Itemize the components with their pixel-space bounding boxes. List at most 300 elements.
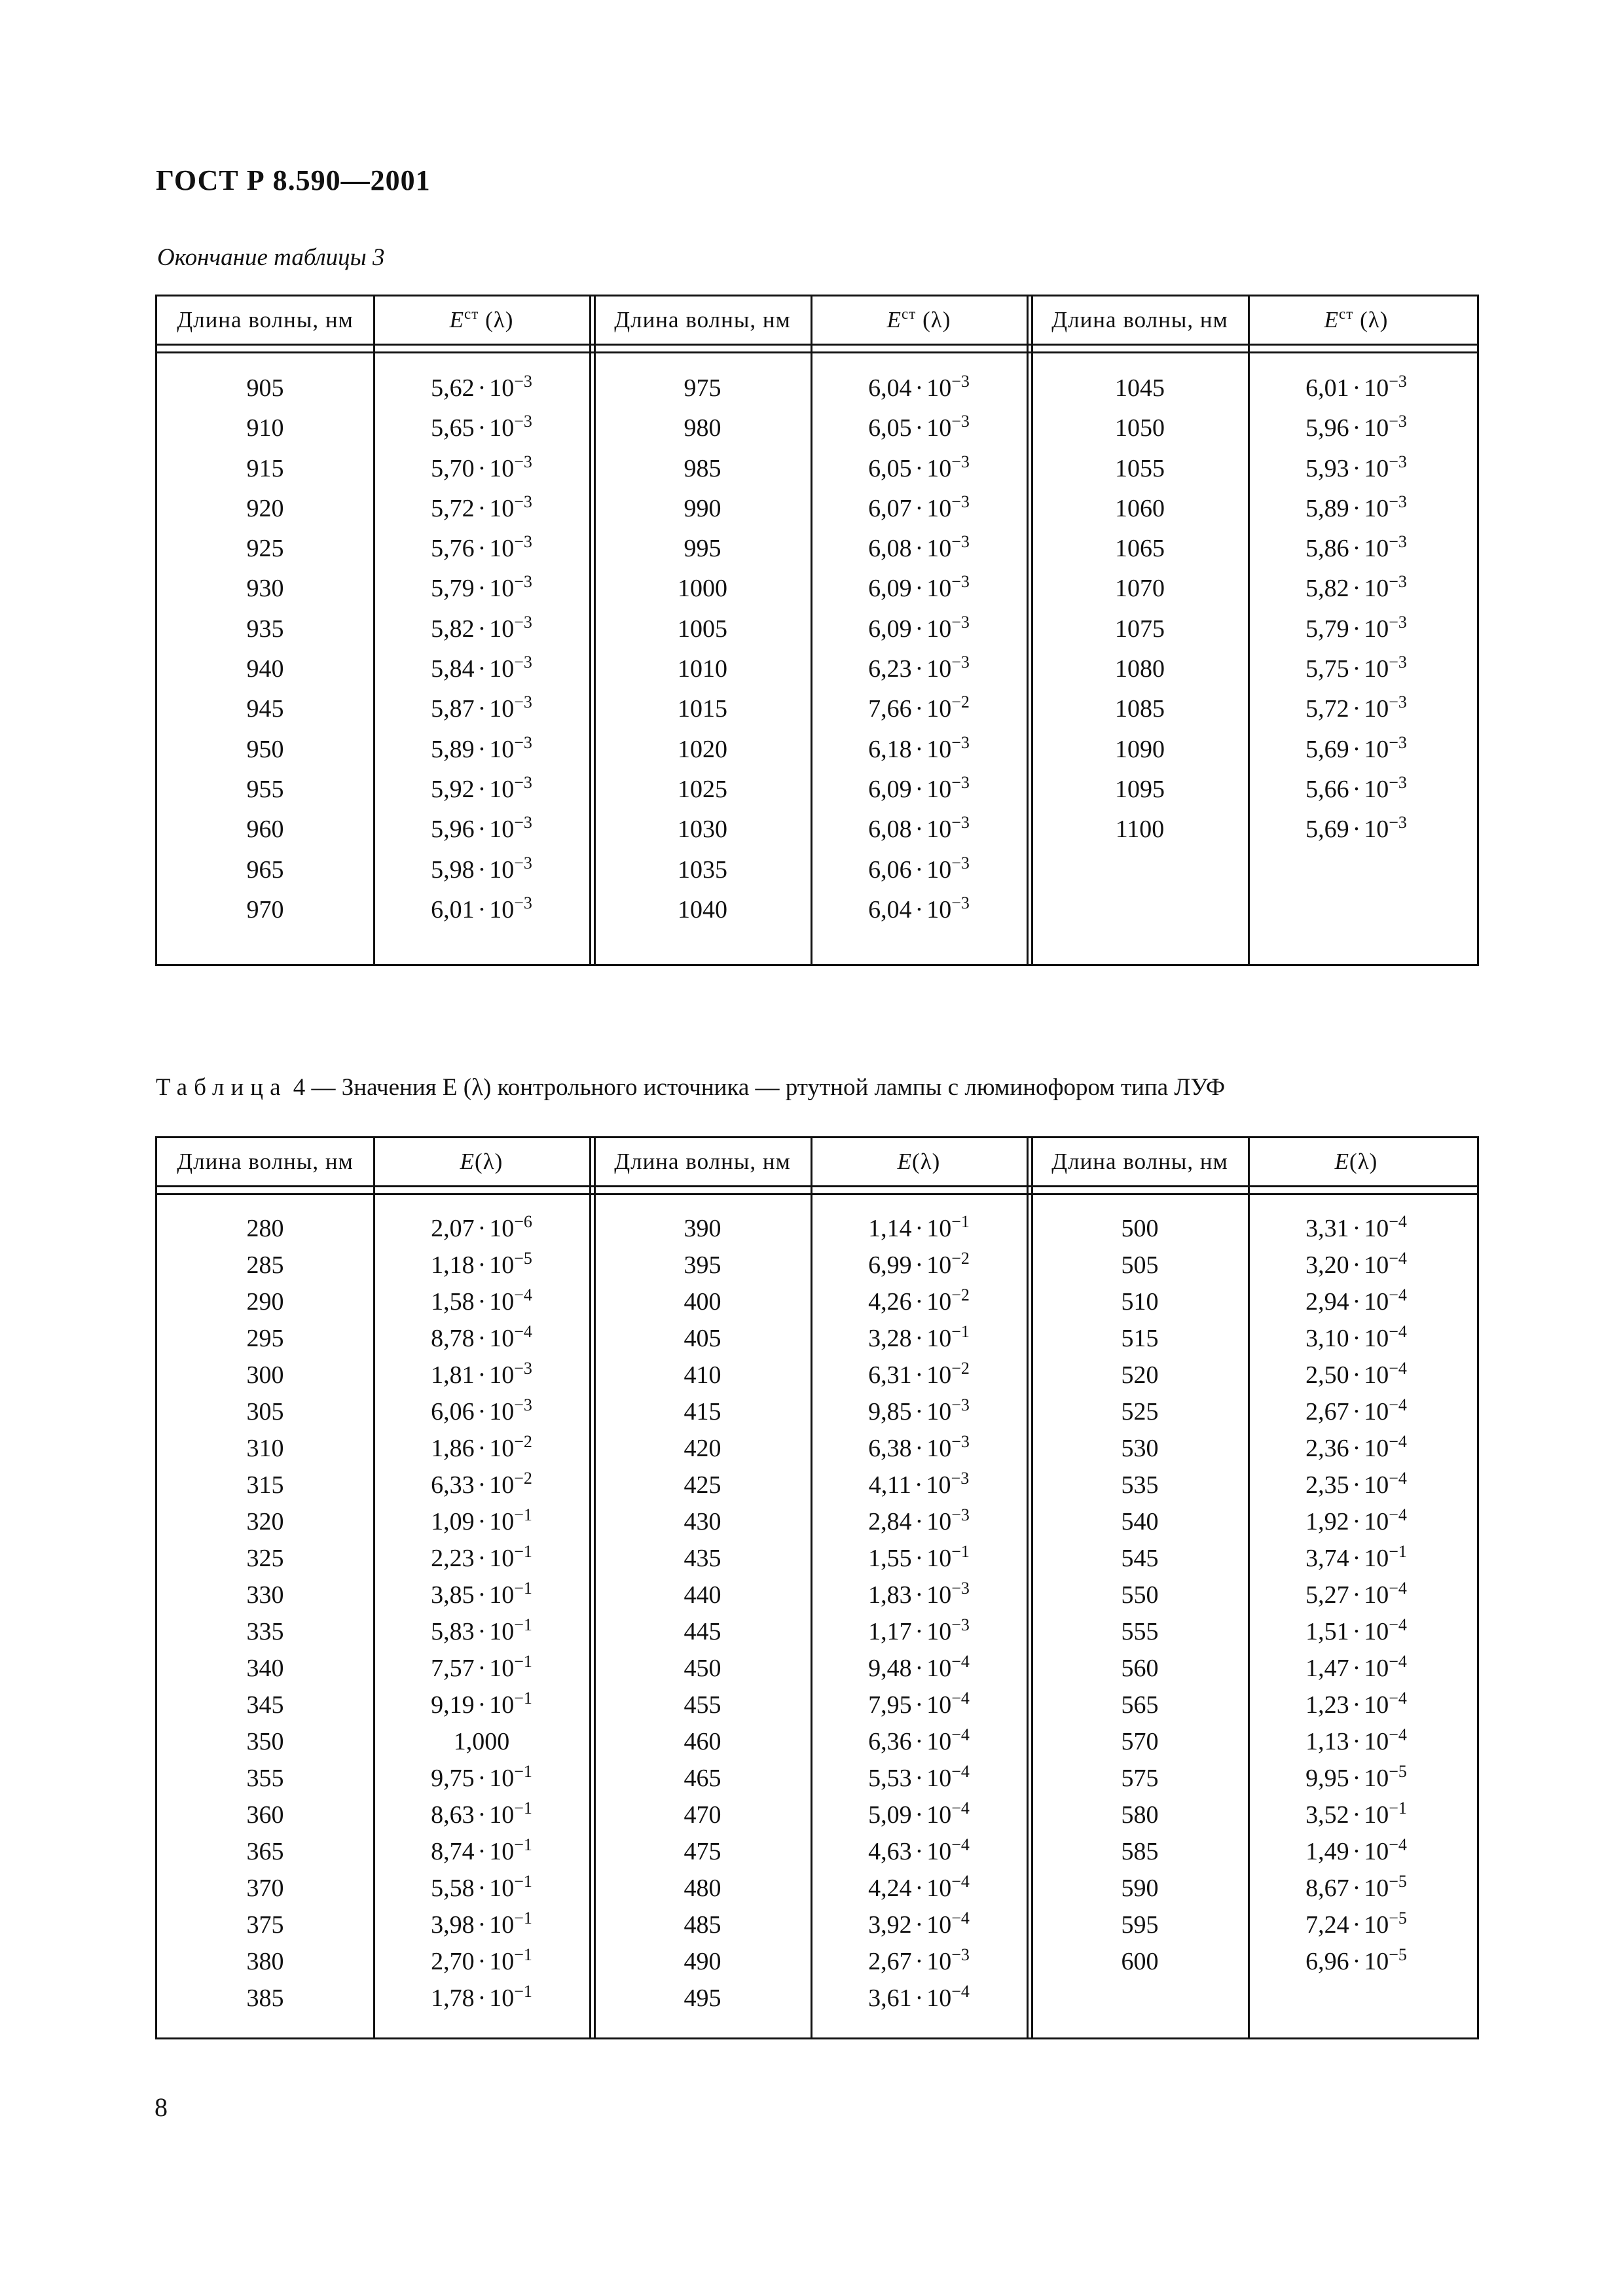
value-cell: $3,31 \cdot 10^{-4}$ (1305, 1212, 1407, 1242)
table-row (157, 810, 594, 850)
table-row (1032, 609, 1479, 649)
value-cell: $6,06 \cdot 10^{-3}$ (868, 853, 970, 884)
wavelength-cell: 1015 (678, 695, 727, 723)
header-value: $E^{ст}$ (λ) (1324, 306, 1389, 332)
value-cell: $1,78 \cdot 10^{-1}$ (431, 1982, 532, 2012)
header-value: $E^{ст}$ (λ) (449, 306, 514, 332)
value-cell: $6,23 \cdot 10^{-3}$ (868, 653, 970, 683)
value-cell: $5,65 \cdot 10^{-3}$ (431, 412, 532, 442)
table-row (594, 489, 1032, 529)
value-cell: $1,23 \cdot 10^{-4}$ (1305, 1689, 1407, 1719)
page-number: 8 (155, 2092, 168, 2122)
value-cell: $3,52 \cdot 10^{-1}$ (1305, 1799, 1407, 1829)
wavelength-cell: 345 (246, 1691, 284, 1719)
value-cell: $5,66 \cdot 10^{-3}$ (1305, 772, 1407, 803)
value-cell: $6,01 \cdot 10^{-3}$ (431, 893, 532, 924)
table-row (1032, 1687, 1479, 1723)
value-cell: $1,58 \cdot 10^{-4}$ (431, 1285, 532, 1316)
header-value: E(λ) (460, 1149, 503, 1174)
table-row (594, 1760, 1032, 1797)
wavelength-cell: 560 (1121, 1655, 1159, 1682)
table-body (1032, 1210, 1479, 1980)
wavelength-cell: 365 (246, 1838, 284, 1865)
wavelength-cell: 480 (684, 1874, 721, 1902)
value-cell: $3,61 \cdot 10^{-4}$ (868, 1982, 970, 2012)
value-cell: $3,74 \cdot 10^{-1}$ (1305, 1542, 1407, 1572)
wavelength-cell: 350 (246, 1728, 284, 1755)
wavelength-cell: 955 (246, 775, 284, 803)
value-cell: $5,09 \cdot 10^{-4}$ (868, 1799, 970, 1829)
wavelength-cell: 415 (684, 1398, 721, 1426)
value-cell: $6,08 \cdot 10^{-3}$ (868, 813, 970, 844)
wavelength-cell: 915 (246, 454, 284, 482)
document-title: ГОСТ Р 8.590—2001 (156, 164, 431, 196)
table-row (157, 1943, 594, 1980)
table-row (1032, 1320, 1479, 1357)
value-cell: $7,66 \cdot 10^{-2}$ (868, 692, 970, 723)
value-cell: $5,27 \cdot 10^{-4}$ (1305, 1579, 1407, 1609)
value-cell: $2,84 \cdot 10^{-3}$ (868, 1505, 970, 1535)
table-row (1032, 449, 1479, 489)
table-row (157, 529, 594, 569)
value-cell: $9,75 \cdot 10^{-1}$ (431, 1762, 532, 1792)
table-row (157, 1797, 594, 1833)
value-cell: $2,23 \cdot 10^{-1}$ (431, 1542, 532, 1572)
value-cell: $6,04 \cdot 10^{-3}$ (868, 893, 970, 924)
wavelength-cell: 935 (246, 615, 284, 643)
table-row (157, 689, 594, 729)
table-row (1032, 1723, 1479, 1760)
wavelength-cell: 535 (1121, 1471, 1159, 1499)
value-cell: $5,70 \cdot 10^{-3}$ (431, 452, 532, 482)
table-row (1032, 689, 1479, 729)
wavelength-cell: 295 (246, 1325, 284, 1352)
wavelength-cell: 960 (246, 816, 284, 844)
header-wavelength: Длина волны, нм (1051, 307, 1228, 332)
table-row (1032, 1797, 1479, 1833)
wavelength-cell: 990 (684, 494, 721, 522)
value-cell: $4,26 \cdot 10^{-2}$ (868, 1285, 970, 1316)
table-row (157, 1320, 594, 1357)
value-cell: $4,11 \cdot 10^{-3}$ (868, 1469, 970, 1499)
table-body (594, 368, 1032, 930)
table-row (594, 1797, 1032, 1833)
wavelength-cell: 1020 (678, 735, 727, 763)
wavelength-cell: 975 (684, 374, 721, 402)
value-cell: $1,92 \cdot 10^{-4}$ (1305, 1505, 1407, 1535)
value-cell: $5,75 \cdot 10^{-3}$ (1305, 653, 1407, 683)
table-row (1032, 1577, 1479, 1613)
wavelength-cell: 1075 (1115, 615, 1165, 643)
table-row (1032, 649, 1479, 689)
table-row (157, 1430, 594, 1467)
wavelength-cell: 385 (246, 1984, 284, 2012)
value-cell: $5,84 \cdot 10^{-3}$ (431, 653, 532, 683)
table-row (1032, 730, 1479, 770)
wavelength-cell: 300 (246, 1361, 284, 1389)
wavelength-cell: 520 (1121, 1361, 1159, 1389)
table-row (1032, 368, 1479, 408)
wavelength-cell: 1080 (1115, 655, 1165, 683)
wavelength-cell: 940 (246, 655, 284, 683)
wavelength-cell: 425 (684, 1471, 721, 1499)
table-row (594, 1283, 1032, 1320)
table-body (157, 1210, 594, 2017)
value-cell: $6,08 \cdot 10^{-3}$ (868, 532, 970, 563)
wavelength-cell: 455 (684, 1691, 721, 1719)
table-row (1032, 1760, 1479, 1797)
wavelength-cell: 930 (246, 575, 284, 603)
table-row (594, 1540, 1032, 1577)
value-cell: $6,38 \cdot 10^{-3}$ (868, 1432, 970, 1462)
table4-caption (156, 1073, 1225, 1102)
table-row (157, 1247, 594, 1283)
value-cell: $5,92 \cdot 10^{-3}$ (431, 772, 532, 803)
value-cell: $6,33 \cdot 10^{-2}$ (431, 1469, 532, 1499)
group-divider (1027, 296, 1033, 964)
header-wavelength: Длина волны, нм (177, 307, 354, 332)
table-row (594, 1833, 1032, 1870)
table-row (594, 1687, 1032, 1723)
value-cell: $2,67 \cdot 10^{-4}$ (1305, 1395, 1407, 1426)
wavelength-cell: 395 (684, 1251, 721, 1279)
wavelength-cell: 515 (1121, 1325, 1159, 1352)
value-cell: $6,05 \cdot 10^{-3}$ (868, 412, 970, 442)
table-body (1032, 368, 1479, 850)
value-cell: $1,17 \cdot 10^{-3}$ (868, 1615, 970, 1645)
table-row (594, 1430, 1032, 1467)
table-row (1032, 810, 1479, 850)
wavelength-cell: 585 (1121, 1838, 1159, 1865)
value-cell: $1,47 \cdot 10^{-4}$ (1305, 1652, 1407, 1682)
wavelength-cell: 540 (1121, 1508, 1159, 1535)
value-cell: $5,87 \cdot 10^{-3}$ (431, 692, 532, 723)
wavelength-cell: 490 (684, 1948, 721, 1975)
table-row (157, 609, 594, 649)
table-row (157, 730, 594, 770)
wavelength-cell: 290 (246, 1288, 284, 1316)
table-row (157, 1613, 594, 1650)
table-row (594, 529, 1032, 569)
wavelength-cell: 1025 (678, 775, 727, 803)
header-value: E(λ) (1334, 1149, 1378, 1174)
value-cell: $6,07 \cdot 10^{-3}$ (868, 492, 970, 522)
wavelength-cell: 445 (684, 1618, 721, 1645)
table-row (594, 609, 1032, 649)
table-row (1032, 1870, 1479, 1907)
table-row (157, 1760, 594, 1797)
table-row (157, 1577, 594, 1613)
wavelength-cell: 450 (684, 1655, 721, 1682)
table-row (157, 1210, 594, 1247)
value-cell: $2,70 \cdot 10^{-1}$ (431, 1945, 532, 1975)
wavelength-cell: 1060 (1115, 494, 1165, 522)
value-cell: $6,31 \cdot 10^{-2}$ (868, 1359, 970, 1389)
value-cell: $1,51 \cdot 10^{-4}$ (1305, 1615, 1407, 1645)
wavelength-cell: 1085 (1115, 695, 1165, 723)
table-row (157, 1503, 594, 1540)
wavelength-cell: 555 (1121, 1618, 1159, 1645)
table-row (157, 1870, 594, 1907)
table-row (157, 368, 594, 408)
table-row (594, 890, 1032, 930)
table-row (157, 449, 594, 489)
wavelength-cell: 525 (1121, 1398, 1159, 1426)
table-row (157, 1467, 594, 1503)
table-row (157, 489, 594, 529)
wavelength-cell: 355 (246, 1765, 284, 1792)
wavelength-cell: 970 (246, 895, 284, 924)
value-cell: $6,36 \cdot 10^{-4}$ (868, 1725, 970, 1755)
value-cell: $6,05 \cdot 10^{-3}$ (868, 452, 970, 482)
table4-caption-label: Таблица (156, 1074, 287, 1101)
wavelength-cell: 590 (1121, 1874, 1159, 1902)
wavelength-cell: 925 (246, 535, 284, 563)
table-row (594, 1943, 1032, 1980)
value-cell: $3,98 \cdot 10^{-1}$ (431, 1909, 532, 1939)
table-row (1032, 770, 1479, 810)
table-row (594, 1980, 1032, 2017)
wavelength-cell: 570 (1121, 1728, 1159, 1755)
value-cell: $5,76 \cdot 10^{-3}$ (431, 532, 532, 563)
table-row (1032, 1210, 1479, 1247)
table-row (157, 1907, 594, 1943)
value-cell: $3,92 \cdot 10^{-4}$ (868, 1909, 970, 1939)
table-row (594, 770, 1032, 810)
table-row (594, 1247, 1032, 1283)
wavelength-cell: 340 (246, 1655, 284, 1682)
value-cell: $3,10 \cdot 10^{-4}$ (1305, 1322, 1407, 1352)
table-row (594, 1613, 1032, 1650)
wavelength-cell: 1010 (678, 655, 727, 683)
table-row (594, 1320, 1032, 1357)
wavelength-cell: 460 (684, 1728, 721, 1755)
table4 (155, 1136, 1479, 2039)
value-cell: $2,67 \cdot 10^{-3}$ (868, 1945, 970, 1975)
value-cell: $5,72 \cdot 10^{-3}$ (431, 492, 532, 522)
table-row (157, 1687, 594, 1723)
table-row (594, 1650, 1032, 1687)
table-row (594, 449, 1032, 489)
table-row (594, 1907, 1032, 1943)
wavelength-cell: 500 (1121, 1215, 1159, 1242)
value-cell: $5,82 \cdot 10^{-3}$ (1305, 572, 1407, 603)
wavelength-cell: 440 (684, 1581, 721, 1609)
table-row (594, 1870, 1032, 1907)
wavelength-cell: 580 (1121, 1801, 1159, 1829)
value-cell: 1,000 (453, 1728, 510, 1755)
table-row (1032, 1650, 1479, 1687)
value-cell: $1,86 \cdot 10^{-2}$ (431, 1432, 532, 1462)
value-cell: $5,96 \cdot 10^{-3}$ (431, 813, 532, 844)
table-row (157, 408, 594, 448)
wavelength-cell: 400 (684, 1288, 721, 1316)
wavelength-cell: 430 (684, 1508, 721, 1535)
wavelength-cell: 1065 (1115, 535, 1165, 563)
table-row (594, 408, 1032, 448)
value-cell: $2,35 \cdot 10^{-4}$ (1305, 1469, 1407, 1499)
table-row (1032, 569, 1479, 609)
wavelength-cell: 315 (246, 1471, 284, 1499)
table-row (1032, 1430, 1479, 1467)
wavelength-cell: 280 (246, 1215, 284, 1242)
wavelength-cell: 1040 (678, 895, 727, 924)
table-row (1032, 489, 1479, 529)
table-row (157, 1833, 594, 1870)
value-cell: $3,28 \cdot 10^{-1}$ (868, 1322, 970, 1352)
value-cell: $2,07 \cdot 10^{-6}$ (431, 1212, 532, 1242)
value-cell: $2,94 \cdot 10^{-4}$ (1305, 1285, 1407, 1316)
wavelength-cell: 325 (246, 1545, 284, 1572)
wavelength-cell: 1030 (678, 816, 727, 844)
wavelength-cell: 330 (246, 1581, 284, 1609)
value-cell: $1,81 \cdot 10^{-3}$ (431, 1359, 532, 1389)
value-cell: $9,48 \cdot 10^{-4}$ (868, 1652, 970, 1682)
table-row (594, 1577, 1032, 1613)
value-cell: $1,09 \cdot 10^{-1}$ (431, 1505, 532, 1535)
value-cell: $5,93 \cdot 10^{-3}$ (1305, 452, 1407, 482)
value-cell: $1,18 \cdot 10^{-5}$ (431, 1249, 532, 1279)
value-cell: $5,58 \cdot 10^{-1}$ (431, 1872, 532, 1902)
table-row (1032, 1357, 1479, 1393)
value-cell: $1,83 \cdot 10^{-3}$ (868, 1579, 970, 1609)
wavelength-cell: 375 (246, 1911, 284, 1939)
header-value: E(λ) (897, 1149, 941, 1174)
value-cell: $6,99 \cdot 10^{-2}$ (868, 1249, 970, 1279)
value-cell: $8,67 \cdot 10^{-5}$ (1305, 1872, 1407, 1902)
wavelength-cell: 360 (246, 1801, 284, 1829)
wavelength-cell: 1095 (1115, 775, 1165, 803)
value-cell: $1,13 \cdot 10^{-4}$ (1305, 1725, 1407, 1755)
wavelength-cell: 1050 (1115, 414, 1165, 442)
value-cell: $3,20 \cdot 10^{-4}$ (1305, 1249, 1407, 1279)
table-row (157, 1723, 594, 1760)
table-row (594, 810, 1032, 850)
wavelength-cell: 485 (684, 1911, 721, 1939)
wavelength-cell: 305 (246, 1398, 284, 1426)
wavelength-cell: 965 (246, 855, 284, 884)
table-row (157, 569, 594, 609)
wavelength-cell: 390 (684, 1215, 721, 1242)
value-cell: $6,06 \cdot 10^{-3}$ (431, 1395, 532, 1426)
wavelength-cell: 335 (246, 1618, 284, 1645)
table-row (1032, 1503, 1479, 1540)
table-row (157, 1540, 594, 1577)
value-cell: $5,86 \cdot 10^{-3}$ (1305, 532, 1407, 563)
wavelength-cell: 1100 (1115, 816, 1165, 844)
value-cell: $5,72 \cdot 10^{-3}$ (1305, 692, 1407, 723)
value-cell: $9,95 \cdot 10^{-5}$ (1305, 1762, 1407, 1792)
wavelength-cell: 550 (1121, 1581, 1159, 1609)
table-row (1032, 1907, 1479, 1943)
table-row (157, 770, 594, 810)
wavelength-cell: 905 (246, 374, 284, 402)
header-wavelength: Длина волны, нм (614, 1149, 791, 1174)
value-cell: $2,50 \cdot 10^{-4}$ (1305, 1359, 1407, 1389)
column-group-3 (1032, 1138, 1479, 2037)
wavelength-cell: 1000 (678, 575, 727, 603)
table-row (594, 1357, 1032, 1393)
table-row (1032, 1283, 1479, 1320)
table-row (594, 1723, 1032, 1760)
value-cell: $5,89 \cdot 10^{-3}$ (431, 732, 532, 763)
table-row (594, 1210, 1032, 1247)
value-cell: $7,57 \cdot 10^{-1}$ (431, 1652, 532, 1682)
table-row (1032, 529, 1479, 569)
table-row (594, 649, 1032, 689)
table-body (157, 368, 594, 930)
column-group-1 (157, 296, 594, 964)
wavelength-cell: 985 (684, 454, 721, 482)
group-divider (589, 296, 596, 964)
value-cell: $6,96 \cdot 10^{-5}$ (1305, 1945, 1407, 1975)
table-row (157, 1357, 594, 1393)
value-cell: $5,82 \cdot 10^{-3}$ (431, 612, 532, 643)
value-cell: $6,09 \cdot 10^{-3}$ (868, 572, 970, 603)
value-cell: $5,69 \cdot 10^{-3}$ (1305, 813, 1407, 844)
wavelength-cell: 950 (246, 735, 284, 763)
value-cell: $5,83 \cdot 10^{-1}$ (431, 1615, 532, 1645)
value-cell: $7,24 \cdot 10^{-5}$ (1305, 1909, 1407, 1939)
wavelength-cell: 530 (1121, 1435, 1159, 1462)
table-row (594, 569, 1032, 609)
wavelength-cell: 545 (1121, 1545, 1159, 1572)
wavelength-cell: 285 (246, 1251, 284, 1279)
wavelength-cell: 495 (684, 1984, 721, 2012)
header-wavelength: Длина волны, нм (1051, 1149, 1228, 1174)
value-cell: $5,98 \cdot 10^{-3}$ (431, 853, 532, 884)
value-cell: $5,62 \cdot 10^{-3}$ (431, 372, 532, 402)
wavelength-cell: 470 (684, 1801, 721, 1829)
wavelength-cell: 475 (684, 1838, 721, 1865)
table-row (1032, 1540, 1479, 1577)
value-cell: $5,79 \cdot 10^{-3}$ (1305, 612, 1407, 643)
wavelength-cell: 405 (684, 1325, 721, 1352)
table-row (1032, 1393, 1479, 1430)
value-cell: $1,49 \cdot 10^{-4}$ (1305, 1835, 1407, 1865)
wavelength-cell: 910 (246, 414, 284, 442)
wavelength-cell: 1005 (678, 615, 727, 643)
wavelength-cell: 1045 (1115, 374, 1165, 402)
table-body (594, 1210, 1032, 2017)
value-cell: $6,18 \cdot 10^{-3}$ (868, 732, 970, 763)
value-cell: $1,55 \cdot 10^{-1}$ (868, 1542, 970, 1572)
wavelength-cell: 1055 (1115, 454, 1165, 482)
table3-caption: Окончание таблицы 3 (157, 244, 385, 271)
value-cell: $8,63 \cdot 10^{-1}$ (431, 1799, 532, 1829)
column-group-1 (157, 1138, 594, 2037)
table-row (594, 1467, 1032, 1503)
table-row (594, 730, 1032, 770)
table-row (157, 649, 594, 689)
header-wavelength: Длина волны, нм (177, 1149, 354, 1174)
value-cell: $3,85 \cdot 10^{-1}$ (431, 1579, 532, 1609)
header-wavelength: Длина волны, нм (614, 307, 791, 332)
table-row (1032, 1943, 1479, 1980)
wavelength-cell: 565 (1121, 1691, 1159, 1719)
header-value: $E^{ст}$ (λ) (886, 306, 951, 332)
value-cell: $6,09 \cdot 10^{-3}$ (868, 772, 970, 803)
table-row (594, 1393, 1032, 1430)
value-cell: $2,36 \cdot 10^{-4}$ (1305, 1432, 1407, 1462)
value-cell: $6,09 \cdot 10^{-3}$ (868, 612, 970, 643)
table-row (594, 689, 1032, 729)
table-row (594, 368, 1032, 408)
value-cell: $6,01 \cdot 10^{-3}$ (1305, 372, 1407, 402)
column-group-3 (1032, 296, 1479, 964)
table-row (157, 1650, 594, 1687)
table-row (1032, 1247, 1479, 1283)
